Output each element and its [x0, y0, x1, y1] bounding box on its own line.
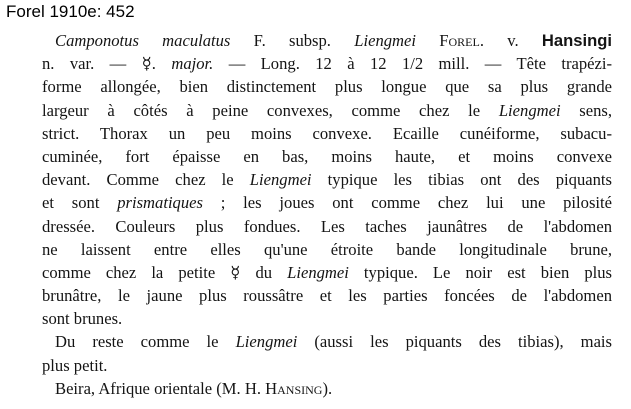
text-line: ne laissent entre elles qu'une étroite bande longitudinale brune, [42, 239, 612, 259]
text-line: brunâtre, le jaune plus roussâtre et les parties foncées de l'abdomen [42, 286, 612, 306]
text-line: cuminée, fort épaisse en bas, moins haute, et moins convexe [42, 146, 612, 166]
text-line: Beira, Afrique orientale (M. H. Hansing). [55, 378, 333, 398]
text-line: forme allongée, bien distinctement plus longue que sa plus grande [42, 77, 612, 97]
text-line: n. var. — ☿. major. — Long. 12 à 12 1/2 mill. — Tête trapézi- [42, 54, 612, 74]
text-line: strict. Thorax un peu moins convexe. Ecaille cunéiforme, subacu- [42, 123, 612, 143]
variety-name: Hansingi [541, 31, 612, 50]
text-line: largeur à côtés à peine convexes, comme chez le Liengmei sens, [42, 100, 612, 120]
text-line: devant. Comme chez le Liengmei typique les tibias ont des piquants [42, 170, 612, 190]
text-line: Camponotus maculatus F. subsp. Liengmei Forel. v. Hansingi [55, 31, 612, 50]
author-name: Forel [439, 31, 480, 50]
page-reference-header: Forel 1910e: 452 [6, 2, 135, 21]
text-line: plus petit. [42, 355, 108, 375]
text-line: sont brunes. [42, 309, 123, 329]
text-line: dressée. Couleurs plus fondues. Les taches jaunâtres de l'abdomen [42, 216, 612, 236]
text-line: comme chez la petite ☿ du Liengmei typique. Le noir est bien plus [42, 262, 612, 282]
taxon-description [42, 29, 612, 400]
text-line: et sont prismatiques ; les joues ont comme chez lui une pilosité [42, 193, 612, 213]
subspecies-name: Liengmei [354, 31, 416, 50]
genus-species-name: Camponotus maculatus [55, 31, 231, 50]
collector-name: Hansing [265, 378, 323, 398]
text-line: Du reste comme le Liengmei (aussi les piquants des tibias), mais [55, 332, 612, 352]
